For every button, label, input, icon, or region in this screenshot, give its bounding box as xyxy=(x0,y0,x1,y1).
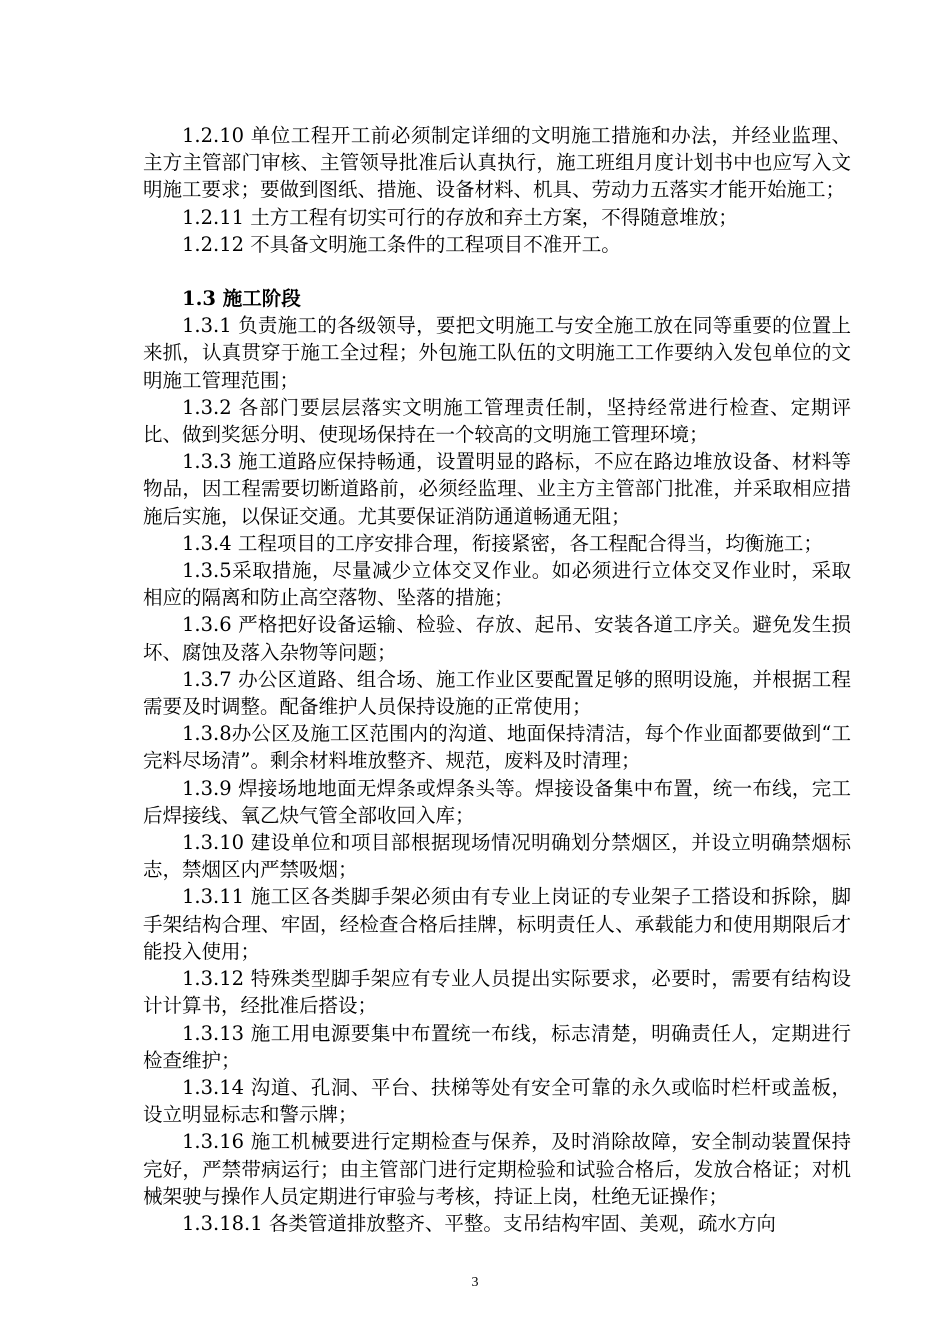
paragraph-1-2-10: 1.2.10 单位工程开工前必须制定详细的文明施工措施和办法，并经业监理、主方主管部门审核、主管领导批准后认真执行，施工班组月度计划书中也应写入文明施工要求；要做到图纸、措施、设备材料、机具、劳动力五落实才能开始施工； xyxy=(143,124,851,202)
paragraph-1-3-1: 1.3.1 负责施工的各级领导，要把文明施工与安全施工放在同等重要的位置上来抓，认真贯穿于施工全过程；外包施工队伍的文明施工工作要纳入发包单位的文明施工管理范围； xyxy=(143,314,851,392)
document-body xyxy=(143,122,851,1237)
paragraph-1-3-18-1: 1.3.18.1 各类管道排放整齐、平整。支吊结构牢固、美观，疏水方向 xyxy=(182,1211,776,1235)
paragraph-1-3-7: 1.3.7 办公区道路、组合场、施工作业区要配置足够的照明设施，并根据工程需要及时调整。配备维护人员保持设施的正常使用； xyxy=(143,667,851,719)
paragraph-1-3-10: 1.3.10 建设单位和项目部根据现场情况明确划分禁烟区，并设立明确禁烟标志，禁烟区内严禁吸烟； xyxy=(143,831,851,882)
paragraph-1-3-12: 1.3.12 特殊类型脚手架应有专业人员提出实际要求，必要时，需要有结构设计计算书，经批准后搭设； xyxy=(143,967,851,1018)
section-heading-1-3: 1.3 施工阶段 xyxy=(182,287,301,311)
paragraph-1-3-11: 1.3.11 施工区各类脚手架必须由有专业上岗证的专业架子工搭设和拆除，脚手架结构合理、牢固，经检查合格后挂牌，标明责任人、承载能力和使用期限后才能投入使用； xyxy=(143,885,851,963)
paragraph-1-3-16: 1.3.16 施工机械要进行定期检查与保养，及时消除故障，安全制动装置保持完好，严禁带病运行；由主管部门进行定期检验和试验合格后，发放合格证；对机械架驶与操作人员定期进行审验与考核，持证上岗，杜绝无证操作； xyxy=(143,1130,851,1208)
paragraph-1-3-4: 1.3.4 工程项目的工序安排合理，衔接紧密，各工程配合得当，均衡施工； xyxy=(182,531,823,555)
paragraph-1-2-12: 1.2.12 不具备文明施工条件的工程项目不准开工。 xyxy=(182,232,621,256)
paragraph-1-3-8: 1.3.8办公区及施工区范围内的沟道、地面保持清洁，每个作业面都要做到“工完料尽场清”。剩余材料堆放整齐、规范，废料及时清理； xyxy=(143,722,851,773)
paragraph-1-3-5: 1.3.5采取措施，尽量减少立体交叉作业。如必须进行立体交叉作业时，采取相应的隔离和防止高空落物、坠落的措施； xyxy=(143,559,851,610)
page-number: 3 xyxy=(471,1275,479,1290)
paragraph-1-3-6: 1.3.6 严格把好设备运输、检验、存放、起吊、安装各道工序关。避免发生损坏、腐蚀及落入杂物等问题； xyxy=(143,613,851,664)
paragraph-1-3-9: 1.3.9 焊接场地地面无焊条或焊条头等。焊接设备集中布置，统一布线，完工后焊接线、氧乙炔气管全部收回入库； xyxy=(143,776,851,827)
paragraph-1-3-13: 1.3.13 施工用电源要集中布置统一布线，标志清楚，明确责任人，定期进行检查维护； xyxy=(143,1021,851,1072)
paragraph-1-3-2: 1.3.2 各部门要层层落实文明施工管理责任制，坚持经常进行检查、定期评比、做到奖惩分明、使现场保持在一个较高的文明施工管理环境； xyxy=(143,395,851,447)
paragraph-1-3-3: 1.3.3 施工道路应保持畅通，设置明显的路标，不应在路边堆放设备、材料等物品，因工程需要切断道路前，必须经监理、业主方主管部门批准，并采取相应措施后实施，以保证交通。尤其要保证消防通道畅通无阻； xyxy=(143,450,851,528)
paragraph-1-2-11: 1.2.11 土方工程有切实可行的存放和弃土方案，不得随意堆放； xyxy=(182,205,738,229)
paragraph-1-3-14: 1.3.14 沟道、孔洞、平台、扶梯等处有安全可靠的永久或临时栏杆或盖板，设立明显标志和警示牌； xyxy=(143,1075,851,1127)
